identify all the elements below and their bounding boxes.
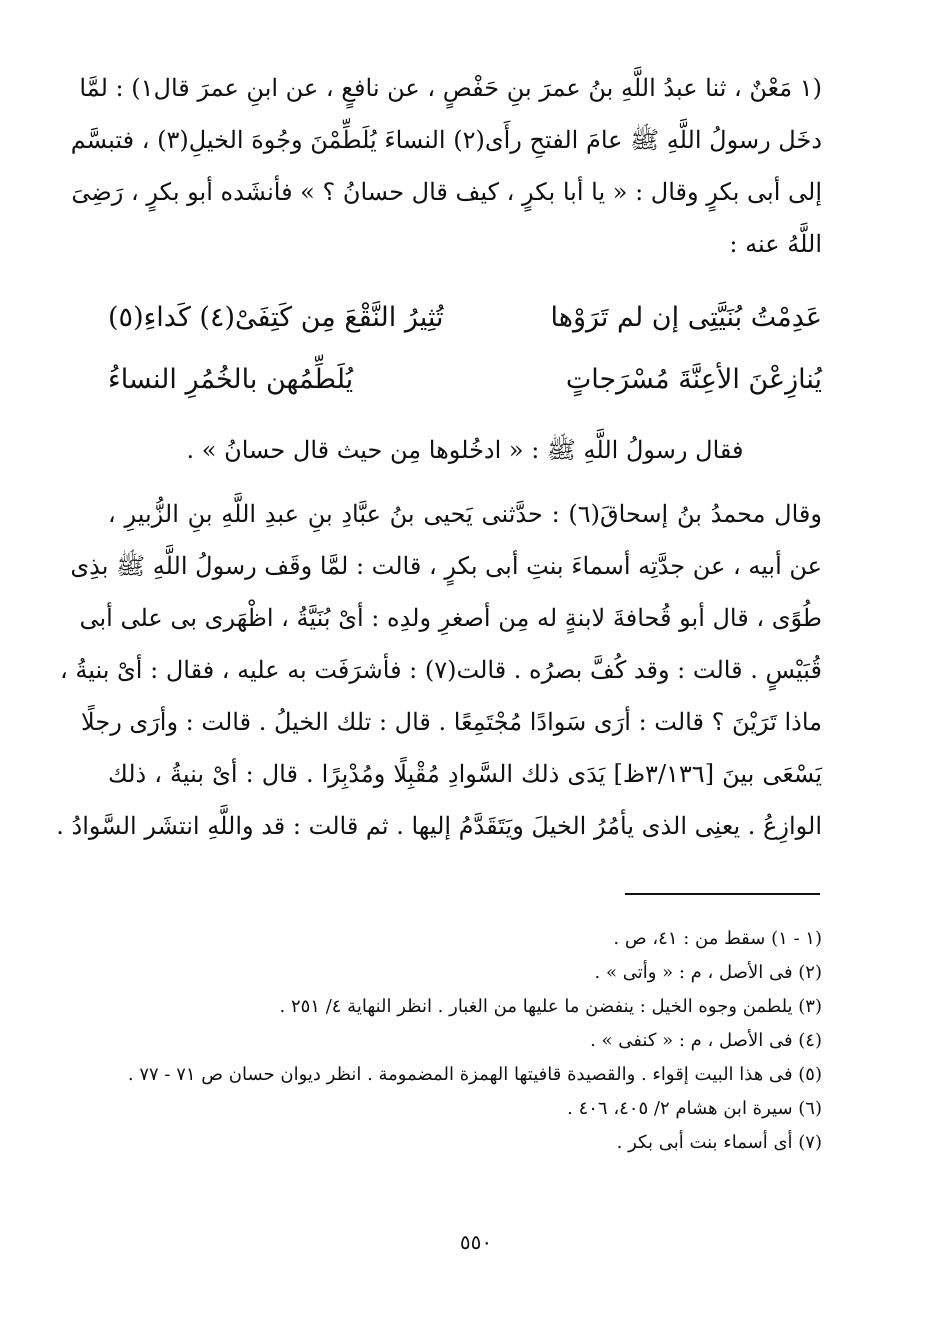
verse-first-hemistich: عَدِمْتُ بُنَيَّتِى إن لم تَرَوْها (550, 302, 822, 333)
page-number: ٥٥٠ (459, 1230, 493, 1254)
footnote: (١ - ١) سقط من : ٤١، ص . (613, 928, 822, 949)
text-line: طُوًى ، قال أبو قُحافةَ لابنةٍ له مِن أصغرِ ولدِه : أىْ بُنَيَّةُ ، اظْهَرى بى على أبى (79, 604, 822, 632)
text-line: يَسْعَى بينَ [٣/١٣٦ظ] يَدَى ذلك السَّوادِ مُقْبِلًا ومُدْبِرًا . قال : أىْ بنيةُ ، ذلك (108, 760, 823, 788)
footnote: (٧) أى أسماء بنت أبى بكر . (616, 1132, 822, 1153)
paragraph-1 (70, 62, 822, 270)
footnote: (٢) فى الأصل ، م : « وأتى » . (594, 962, 822, 983)
poem-verse (108, 287, 822, 349)
footnote-divider (625, 893, 820, 895)
paragraph-2 (56, 488, 823, 852)
poem (108, 287, 822, 411)
prophet-verdict: فقال رسولُ اللَّهِ ﷺ : « ادخُلوها مِن حيث قال حسانُ » . (186, 436, 744, 464)
text-line: اللَّهُ عنه : (729, 230, 822, 258)
footnote: (٦) سيرة ابن هشام ٢/ ٤٠٥، ٤٠٦ . (567, 1098, 822, 1119)
text-line: إلى أبى بكرٍ وقال : « يا أبا بكرٍ ، كيف قال حسانُ ؟ » فأنشَده أبو بكرٍ ، رَضِىَ (71, 178, 822, 206)
footnote: (٣) يلطمن وجوه الخيل : ينفضن ما عليها من الغبار . انظر النهاية ٤/ ٢٥١ . (279, 996, 822, 1017)
verse-second-hemistich: تُثِيرُ النَّقْعَ مِن كَتِفَىْ(٤) كَداءِ(٥) (108, 302, 444, 333)
text-line: (١ مَعْنٌ ، ثنا عبدُ اللَّهِ بنُ عمرَ بنِ حَفْصٍ ، عن نافعٍ ، عن ابنِ عمرَ قال١) : لمَّا (79, 74, 822, 102)
text-line: وقال محمدُ بنُ إسحاقَ(٦) : حدَّثنى يَحيى بنُ عبَّادِ بنِ عبدِ اللَّهِ بنِ الزُّبيرِ ، (108, 500, 822, 528)
verse-second-hemistich: يُلَطِّمُهن بالخُمُرِ النساءُ (108, 364, 354, 395)
text-line: الوازِعُ . يعنِى الذى يأمُرُ الخيلَ ويَتَقَدَّمُ إليها . ثم قالت : قد واللَّهِ انتشَر السَّوادُ . (56, 812, 822, 840)
footnotes (108, 922, 822, 1160)
text-line: عن أبيه ، عن جدَّتِه أسماءَ بنتِ أبى بكرٍ ، قالت : لمَّا وقَف رسولُ اللَّهِ ﷺ بذِى (70, 552, 822, 580)
footnote: (٥) فى هذا البيت إقواء . والقصيدة قافيتها الهمزة المضمومة . انظر ديوان حسان ص ٧١ - ٧٧ . (127, 1064, 822, 1085)
text-line: ماذا تَرَيْنَ ؟ قالت : أرَى سَوادًا مُجْتَمِعًا . قال : تلك الخيلُ . قالت : وأرَى رجلًا (81, 708, 822, 736)
text-line: قُبَيْسٍ . قالت : وقد كُفَّ بصرُه . قالت(٧) : فأشرَفَت به عليه ، فقال : أىْ بنيةُ ، (59, 656, 822, 684)
footnote: (٤) فى الأصل ، م : « كنفى » . (590, 1030, 822, 1051)
poem-verse (108, 349, 822, 411)
verse-first-hemistich: يُنازِعْنَ الأعِنَّةَ مُسْرَجاتٍ (565, 364, 822, 395)
text-line: دخَل رسولُ اللَّهِ ﷺ عامَ الفتحِ رأَى(٢) النساءَ يُلَطِّمْنَ وجُوهَ الخيلِ(٣) ، فتبسَّم (70, 126, 822, 154)
